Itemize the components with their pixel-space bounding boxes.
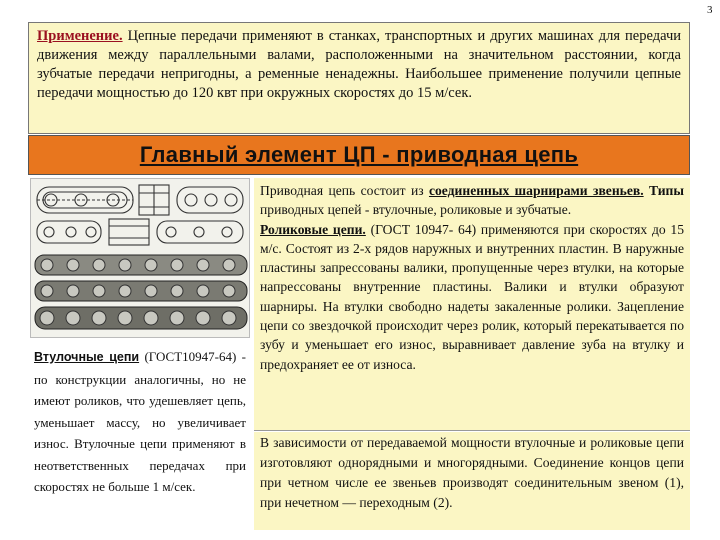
- bushing-lead: Втулочные цепи: [34, 350, 140, 364]
- p1-link: соединенных шарнирами звеньев.: [428, 183, 644, 198]
- section-banner: [28, 135, 690, 175]
- roller-text: (ГОСТ 10947- 64) применяются при скоростях до 15 м/с. Состоят из 2-х рядов наружных и внутренних пластин. В наружные пластины запрессованы валики, пропущенные через втулки, на которые напрессованы внутренние пластины. Валики и втулки образуют шарниры. На втулки свободно надеты закаленные ролики. Зацепление цепи со звездочкой происходит через ролик, который перекатывается по зубу и уменьшает его износ, выравнивает давление зуба на втулку и предохраняет ее от износа.: [260, 221, 685, 372]
- p1-types: Типы: [643, 183, 684, 198]
- divider: [254, 430, 690, 431]
- page-number: 3: [707, 4, 713, 16]
- bushing-chain-paragraph: [28, 340, 250, 530]
- intro-text: Цепные передачи применяют в станках, транспортных и других машинах для передачи движения между параллельными валами, расположенными на значительном расстоянии, когда зубчатые передачи непригодны, а ременные ненадежны. Наибольшее применение получили цепные передачи мощностью до 120 квт при окружных скоростях до 15 м/сек.: [37, 28, 681, 101]
- intro-lead: Применение.: [37, 28, 123, 44]
- banner-title: Главный элемент ЦП - приводная цепь: [139, 142, 579, 167]
- chain-links-drawing-icon: [30, 178, 250, 338]
- bushing-text: (ГОСТ10947-64) - по конструкции аналогичны, но не имеют роликов, что удешевляет цепь, уменьшает массу, но увеличивает износ. Втулочные цепи применяют в неответственных передачах при скоростях не больше 1 м/сек.: [34, 349, 247, 494]
- chain-drawing: [31, 179, 250, 338]
- p1-text-a: Приводная цепь состоит из: [260, 183, 429, 198]
- joining-text: В зависимости от передаваемой мощности втулочные и роликовые цепи изготовляют однорядными и многорядными. Соединение концов цепи при четном числе ее звеньев производят соединительным звеном (1), при нечетном — переходным (2).: [260, 435, 684, 510]
- p1-text-c: приводных цепей - втулочные, роликовые и зубчатые.: [260, 202, 572, 218]
- roller-chain-description: [254, 178, 690, 430]
- roller-lead: Роликовые цепи.: [260, 221, 366, 237]
- chain-joining-paragraph: [254, 432, 690, 530]
- intro-paragraph: [28, 22, 690, 134]
